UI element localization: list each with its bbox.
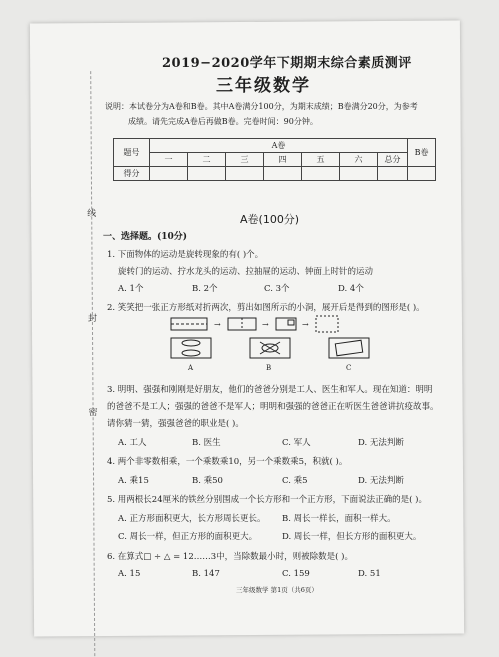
a-paper-header: A卷 — [150, 139, 408, 153]
column-header: 二 — [188, 153, 226, 167]
question-stem: 3. 明明、强强和刚刚是好朋友，他们的爸爸分别是工人、医生和军人。现在知道：明明 — [107, 385, 433, 395]
score-cell[interactable] — [226, 167, 264, 181]
question-stem: 1. 下面物体的运动是旋转现象的有( )个。 — [107, 250, 264, 260]
score-cell[interactable] — [264, 167, 302, 181]
option[interactable]: D. 周长一样，但长方形的面积更大。 — [282, 532, 422, 542]
option[interactable]: B. 医生 — [192, 438, 221, 448]
column-header: 五 — [302, 153, 340, 167]
option[interactable]: C. 159 — [282, 569, 310, 579]
option[interactable]: A. 正方形面积更大，长方形周长更长。 — [118, 514, 266, 524]
question-stem: 4. 两个非零数相乘，一个乘数乘10，另一个乘数乘5，积就( )。 — [107, 457, 348, 467]
option[interactable]: B. 2个 — [192, 284, 218, 294]
score-cell[interactable] — [408, 167, 436, 181]
page-footer: 三年级数学 第1页（共6页） — [236, 586, 318, 594]
question-stem: 请你猜一猜，强强爸爸的职业是( )。 — [107, 419, 244, 429]
question-extra: 旋转门的运动、拧水龙头的运动、拉抽屉的运动、钟面上时针的运动 — [118, 267, 374, 277]
binding-label: 封 — [87, 314, 97, 325]
option[interactable]: D. 4个 — [338, 284, 364, 294]
option-a-figure[interactable] — [170, 337, 212, 359]
exam-title: 2019−2020学年下期期末综合素质测评 — [162, 56, 412, 71]
option[interactable]: C. 军人 — [282, 438, 311, 448]
option-b-figure[interactable] — [249, 337, 291, 359]
option[interactable]: B. 147 — [192, 569, 220, 579]
option[interactable]: C. 周长一样，但正方形的面积更大。 — [118, 532, 258, 542]
figure-caption: A — [188, 364, 194, 372]
arrow-icon: → — [302, 320, 309, 329]
column-header: 总分 — [378, 153, 408, 167]
section-title: 一、选择题。(10分) — [103, 232, 188, 242]
result-placeholder — [316, 316, 338, 332]
score-cell[interactable] — [302, 167, 340, 181]
option[interactable]: A. 15 — [118, 569, 141, 579]
cut-hole — [288, 320, 294, 325]
binding-line — [87, 71, 97, 656]
option[interactable]: A. 工人 — [118, 438, 147, 448]
instructions-line: 成绩。请先完成A卷后再做B卷。完卷时间：90分钟。 — [128, 117, 318, 126]
binding-label: 线 — [87, 209, 97, 220]
option[interactable]: C. 3个 — [264, 284, 290, 294]
arrow-icon: → — [262, 320, 269, 329]
column-header: 四 — [264, 153, 302, 167]
option[interactable]: B. 周长一样长，面积一样大。 — [282, 514, 396, 524]
folding-figure — [170, 314, 370, 334]
option[interactable]: B. 乘50 — [192, 476, 223, 486]
b-paper-header: B卷 — [408, 139, 436, 167]
option[interactable]: C. 乘5 — [282, 476, 308, 486]
row-label: 得分 — [114, 167, 150, 181]
subject-title: 三年级数学 — [216, 76, 311, 96]
score-cell[interactable] — [188, 167, 226, 181]
binding-label: 密 — [88, 408, 98, 419]
section-heading: A卷(100分) — [240, 213, 300, 226]
option[interactable]: D. 51 — [358, 569, 381, 579]
option[interactable]: D. 无法判断 — [358, 438, 404, 448]
option[interactable]: D. 无法判断 — [358, 476, 404, 486]
question-stem: 2. 笑笑把一张正方形纸对折两次，剪出如图所示的小洞，展开后是得到的图形是( )。 — [107, 303, 425, 313]
instructions-line: 说明：本试卷分为A卷和B卷。其中A卷满分100分，为期末成绩；B卷满分20分，为参考 — [105, 102, 418, 111]
column-header: 三 — [226, 153, 264, 167]
score-table — [113, 138, 436, 181]
option-c-figure[interactable] — [328, 337, 370, 359]
question-stem: 6. 在算式□ ÷ △ = 12……3中，当除数最小时，则被除数是( )。 — [107, 552, 353, 562]
option[interactable]: A. 乘15 — [118, 476, 149, 486]
score-cell[interactable] — [378, 167, 408, 181]
score-cell[interactable] — [340, 167, 378, 181]
question-stem: 5. 用两根长24厘米的铁丝分别围成一个长方形和一个正方形，下面说法正确的是( )。 — [107, 495, 427, 505]
score-cell[interactable] — [150, 167, 188, 181]
figure-caption: B — [266, 364, 272, 372]
column-header: 六 — [340, 153, 378, 167]
option[interactable]: A. 1个 — [118, 284, 144, 294]
question-stem: 的爸爸不是工人；强强的爸爸不是军人；明明和强强的爸爸正在听医生爸爸讲抗疫故事。 — [107, 402, 439, 412]
row-label: 题号 — [114, 139, 150, 167]
column-header: 一 — [150, 153, 188, 167]
figure-caption: C — [346, 364, 352, 372]
arrow-icon: → — [214, 320, 221, 329]
